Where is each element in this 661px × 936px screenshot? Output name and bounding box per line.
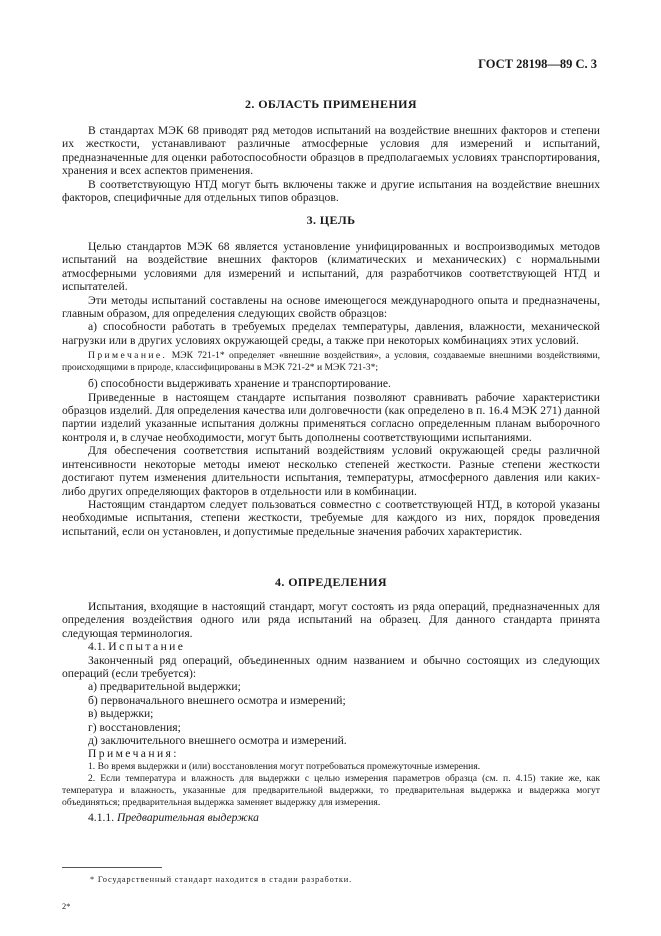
paragraph: б) способности выдерживать хранение и транспортирование. (88, 377, 391, 391)
section-3-body (62, 240, 600, 538)
list-item: б) первоначального внешнего осмотра и измерений; (88, 693, 346, 707)
list-item: а) предварительной выдержки; (88, 680, 241, 694)
note-text: МЭК 721-1* определяет «внешние воздействия», а условия, создаваемые внешними воздействиями, происходящими в природе, классифицированы в МЭК 721-2* и МЭК 721-3*; (62, 350, 600, 374)
note-label: Примечание. (88, 350, 168, 362)
note: 2. Если температура и влажность для выдержки с целью измерения параметров образца (см. п. 4.15) такие же, как температура и влажность, указанные для предварительной выдержки, то предварительная выдержка и выдержка могут объединяться; предварительная выдержка заменяет выдержку для измерения. (62, 772, 600, 808)
page-mark: 2* (62, 902, 71, 911)
footnote: * Государственный стандарт находится в стадии разработки. (90, 875, 352, 884)
paragraph: Для обеспечения соответствия испытаний воздействиям условий окружающей среды различной интенсивности некоторые методы имеют несколько степеней жесткости. Разные степени жесткости достигают путем изменения длительности испытания, температуры, атмосферного давления или каких-либо других определяющих факторов в отдельности или в комбинации. (62, 444, 600, 498)
notes-label: Примечания: (88, 747, 179, 761)
page-header: ГОСТ 28198—89 С. 3 (478, 57, 597, 71)
term-number: 4.1.1. (88, 810, 115, 824)
list-item: в) выдержки; (88, 707, 154, 721)
paragraph: Законченный ряд операций, объединенных одним названием и обычно состоящих из следующих операций (если требуется): (62, 653, 600, 681)
section-heading: 3. ЦЕЛЬ (306, 213, 356, 227)
section-2-body (62, 124, 600, 204)
section-2-title (62, 98, 600, 111)
paragraph: В стандартах МЭК 68 приводят ряд методов испытаний на воздействие внешних факторов и степени их жесткости, устанавливают различные атмосферные условия для измерений и испытаний, предназначенные для оценки работоспособности образцов в предполагаемых условиях транспортирования, хранения и всех аспектов применения. (62, 124, 600, 178)
paragraph: а) способности работать в требуемых пределах температуры, давления, влажности, механической нагрузки или в других условиях окружающей среды, а также при некоторых комбинациях этих условий. (62, 320, 600, 347)
term-4-1 (62, 640, 600, 653)
section-4-title (62, 576, 600, 589)
section-4-body (62, 600, 600, 824)
paragraph: Целью стандартов МЭК 68 является установление унифицированных и воспроизводимых методов испытаний на воздействие внешних факторов (климатических и механических) с нормальными атмосферными условиями для измерений и испытаний, для разработчиков соответствующей НТД и испытателей. (62, 240, 600, 294)
paragraph: Эти методы испытаний составлены на основе имеющегося международного опыта и предназначены, главным образом, для определения следующих свойств образцов: (62, 293, 600, 321)
paragraph: Настоящим стандартом следует пользоваться совместно с соответствующей НТД, в которой указаны необходимые испытания, степени жесткости, требуемые для каждого из них, порядок проведения испытаний, если он установлен, и допустимые предельные значения рабочих характеристик. (62, 497, 600, 538)
note: 1. Во время выдержки и (или) восстановления могут потребоваться промежуточные измерения. (88, 760, 481, 772)
paragraph: Приведенные в настоящем стандарте испытания позволяют сравнивать рабочие характеристики образцов изделий. Для определения качества или долговечности (как определено в п. 16.4 МЭК 271) данной партии изделий указанные испытания должны применяться согласно определенным планам выборочного контроля и, в случае необходимости, могут быть дополнены соответствующими испытаниями. (62, 390, 600, 444)
term-4-1-1 (62, 811, 600, 824)
paragraph: В соответствующую НТД могут быть включены также и другие испытания на воздействие внешних факторов, специфичные для отдельных типов образцов. (62, 177, 600, 205)
section-3-title (62, 214, 600, 227)
term-name: Предварительная выдержка (117, 810, 259, 824)
term-number: 4.1. (88, 640, 106, 654)
section-heading: 4. ОПРЕДЕЛЕНИЯ (275, 575, 387, 589)
note (62, 350, 600, 374)
paragraph: Испытания, входящие в настоящий стандарт, могут состоять из ряда операций, предназначенных для определения воздействия одного или ряда испытаний на образец. Для данного стандарта принята следующая терминология. (62, 600, 600, 640)
list-item: г) восстановления; (88, 720, 181, 734)
term-name: Испытание (108, 640, 186, 654)
list-item: д) заключительного внешнего осмотра и измерений. (88, 734, 347, 748)
section-heading: 2. ОБЛАСТЬ ПРИМЕНЕНИЯ (245, 97, 417, 111)
footnote-divider (62, 867, 162, 868)
